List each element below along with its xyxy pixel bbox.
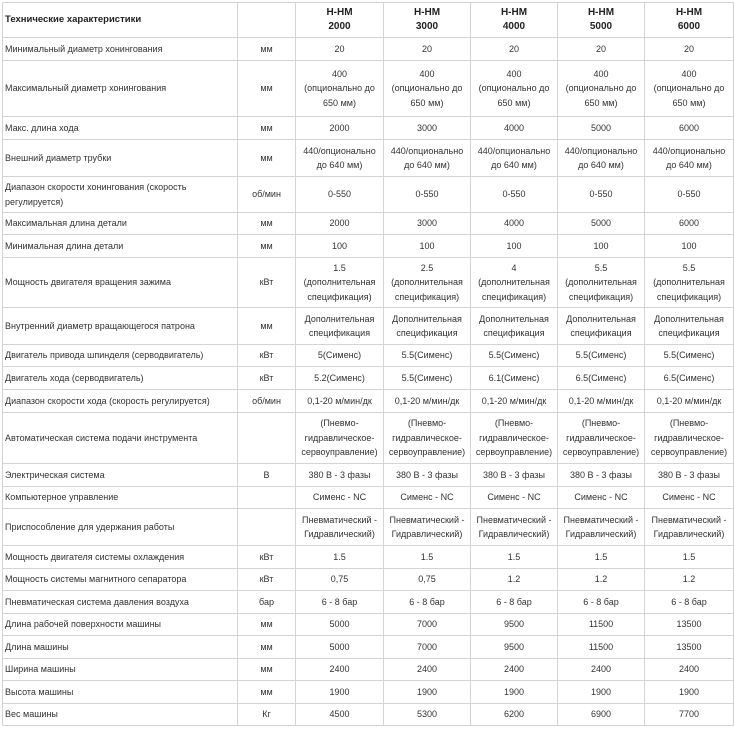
value-cell: 440/опционально до 640 мм)	[296, 140, 384, 177]
value-cell: Пневматический - Гидравлический)	[558, 509, 645, 546]
value-cell: 2000	[296, 213, 384, 235]
value-cell: 1.5	[558, 546, 645, 569]
value-cell: 380 В - 3 фазы	[558, 464, 645, 487]
value-cell: 5.2(Сименс)	[296, 367, 384, 390]
value-cell: 380 В - 3 фазы	[471, 464, 558, 487]
value-cell: 6 - 8 бар	[471, 591, 558, 614]
parameter-cell: Длина рабочей поверхности машины	[3, 614, 238, 636]
value-cell: (Пневмо- гидравлическое- сервоуправление)	[296, 413, 384, 464]
table-row	[3, 117, 734, 140]
value-cell: 3000	[384, 213, 471, 235]
header-model	[558, 3, 645, 38]
model-number: 2000	[328, 21, 351, 32]
value-cell: Пневматический - Гидравлический)	[471, 509, 558, 546]
specifications-table	[2, 2, 734, 726]
value-cell: 0,1-20 м/мин/дк	[296, 390, 384, 413]
value-cell: 4 (дополнительная спецификация)	[471, 258, 558, 308]
value-cell: 5.5 (дополнительная спецификация)	[558, 258, 645, 308]
header-model	[384, 3, 471, 38]
value-cell: Сименс - NC	[471, 487, 558, 509]
value-cell: 6900	[558, 704, 645, 726]
table-row	[3, 569, 734, 591]
table-row	[3, 704, 734, 726]
value-cell: 5300	[384, 704, 471, 726]
value-cell: 6 - 8 бар	[296, 591, 384, 614]
parameter-cell: Двигатель хода (серводвигатель)	[3, 367, 238, 390]
value-cell: 6000	[645, 117, 734, 140]
parameter-cell: Мощность двигателя вращения зажима	[3, 258, 238, 308]
parameter-cell: Мощность системы магнитного сепаратора	[3, 569, 238, 591]
value-cell: 4000	[471, 117, 558, 140]
value-cell: Сименс - NC	[296, 487, 384, 509]
unit-cell: мм	[238, 659, 296, 681]
value-cell: 5.5 (дополнительная спецификация)	[645, 258, 734, 308]
value-cell: 400 (опционально до 650 мм)	[558, 61, 645, 117]
value-cell: 0-550	[558, 177, 645, 213]
value-cell: 13500	[645, 614, 734, 636]
unit-cell: мм	[238, 140, 296, 177]
value-cell: 3000	[384, 117, 471, 140]
value-cell: Дополнительная спецификация	[384, 308, 471, 345]
value-cell: (Пневмо- гидравлическое- сервоуправление)	[384, 413, 471, 464]
table-row	[3, 487, 734, 509]
table-row	[3, 308, 734, 345]
value-cell: 6000	[645, 213, 734, 235]
value-cell: 2400	[384, 659, 471, 681]
value-cell: 7000	[384, 614, 471, 636]
value-cell: 0,1-20 м/мин/дк	[384, 390, 471, 413]
parameter-cell: Вес машины	[3, 704, 238, 726]
unit-cell: об/мин	[238, 390, 296, 413]
value-cell: 13500	[645, 636, 734, 659]
model-name: H-HM	[326, 6, 353, 18]
model-number: 5000	[589, 21, 613, 32]
value-cell: Пневматический - Гидравлический)	[384, 509, 471, 546]
unit-cell: кВт	[238, 258, 296, 308]
value-cell: 400 (опционально до 650 мм)	[296, 61, 384, 117]
model-name: H-HM	[413, 6, 441, 18]
unit-cell: мм	[238, 38, 296, 61]
value-cell: 7000	[384, 636, 471, 659]
table-row	[3, 345, 734, 367]
parameter-cell: Двигатель привода шпинделя (серводвигатель)	[3, 345, 238, 367]
value-cell: 440/опционально до 640 мм)	[471, 140, 558, 177]
value-cell: 380 В - 3 фазы	[296, 464, 384, 487]
value-cell: 9500	[471, 636, 558, 659]
value-cell: 6 - 8 бар	[384, 591, 471, 614]
table-row	[3, 367, 734, 390]
value-cell: Дополнительная спецификация	[296, 308, 384, 345]
value-cell: (Пневмо- гидравлическое- сервоуправление)	[558, 413, 645, 464]
header-model	[645, 3, 734, 38]
value-cell: 400 (опционально до 650 мм)	[645, 61, 734, 117]
value-cell: Дополнительная спецификация	[645, 308, 734, 345]
unit-cell: мм	[238, 614, 296, 636]
value-cell: (Пневмо- гидравлическое- сервоуправление)	[471, 413, 558, 464]
value-cell: 4500	[296, 704, 384, 726]
parameter-cell: Диапазон скорости хонингования (скорость регулируется)	[3, 177, 238, 213]
parameter-cell: Максимальная длина детали	[3, 213, 238, 235]
value-cell: 20	[645, 38, 734, 61]
parameter-cell: Автоматическая система подачи инструмента	[3, 413, 238, 464]
parameter-cell: Мощность двигателя системы охлаждения	[3, 546, 238, 569]
value-cell: 5.5(Сименс)	[384, 367, 471, 390]
value-cell: 1.5	[645, 546, 734, 569]
value-cell: Пневматический - Гидравлический)	[296, 509, 384, 546]
unit-cell: об/мин	[238, 177, 296, 213]
value-cell: 5.5(Сименс)	[471, 345, 558, 367]
value-cell: 0,75	[384, 569, 471, 591]
value-cell: 5.5(Сименс)	[384, 345, 471, 367]
table-row	[3, 614, 734, 636]
table-row	[3, 464, 734, 487]
header-parameter: Технические характеристики	[3, 3, 238, 38]
value-cell: 2400	[558, 659, 645, 681]
table-row	[3, 546, 734, 569]
unit-cell: бар	[238, 591, 296, 614]
value-cell: 1.5	[471, 546, 558, 569]
value-cell: 6200	[471, 704, 558, 726]
value-cell: 20	[296, 38, 384, 61]
unit-cell: мм	[238, 308, 296, 345]
table-row	[3, 235, 734, 258]
table-row	[3, 177, 734, 213]
parameter-cell: Макс. длина хода	[3, 117, 238, 140]
value-cell: 100	[296, 235, 384, 258]
table-row	[3, 413, 734, 464]
unit-cell: мм	[238, 213, 296, 235]
value-cell: 0,1-20 м/мин/дк	[558, 390, 645, 413]
value-cell: 400 (опционально до 650 мм)	[471, 61, 558, 117]
value-cell: Дополнительная спецификация	[471, 308, 558, 345]
value-cell: 0,1-20 м/мин/дк	[645, 390, 734, 413]
unit-cell	[238, 487, 296, 509]
unit-cell: Кг	[238, 704, 296, 726]
value-cell: 4000	[471, 213, 558, 235]
table-row	[3, 140, 734, 177]
value-cell: 100	[645, 235, 734, 258]
value-cell: Сименс - NC	[645, 487, 734, 509]
table-row	[3, 591, 734, 614]
value-cell: 7700	[645, 704, 734, 726]
unit-cell: мм	[238, 117, 296, 140]
value-cell: 1900	[558, 681, 645, 704]
value-cell: 11500	[558, 614, 645, 636]
value-cell: 6.5(Сименс)	[645, 367, 734, 390]
value-cell: 440/опционально до 640 мм)	[384, 140, 471, 177]
parameter-cell: Внутренний диаметр вращающегося патрона	[3, 308, 238, 345]
table-body	[3, 38, 734, 726]
table-row	[3, 681, 734, 704]
parameter-cell: Электрическая система	[3, 464, 238, 487]
value-cell: 2400	[645, 659, 734, 681]
value-cell: 0-550	[296, 177, 384, 213]
unit-cell: мм	[238, 61, 296, 117]
value-cell: 100	[384, 235, 471, 258]
parameter-cell: Ширина машины	[3, 659, 238, 681]
value-cell: 440/опционально до 640 мм)	[558, 140, 645, 177]
value-cell: Дополнительная спецификация	[558, 308, 645, 345]
table-row	[3, 659, 734, 681]
value-cell: 5(Сименс)	[296, 345, 384, 367]
model-name: H-HM	[500, 6, 528, 18]
value-cell: 1900	[471, 681, 558, 704]
value-cell: 20	[384, 38, 471, 61]
table-row	[3, 258, 734, 308]
parameter-cell: Пневматическая система давления воздуха	[3, 591, 238, 614]
header-model	[471, 3, 558, 38]
value-cell: 1.2	[471, 569, 558, 591]
value-cell: 5.5(Сименс)	[645, 345, 734, 367]
value-cell: 9500	[471, 614, 558, 636]
value-cell: 5.5(Сименс)	[558, 345, 645, 367]
table-row	[3, 61, 734, 117]
model-number: 6000	[677, 21, 701, 32]
value-cell: 1.5 (дополнительная спецификация)	[296, 258, 384, 308]
value-cell: 0,1-20 м/мин/дк	[471, 390, 558, 413]
value-cell: (Пневмо- гидравлическое- сервоуправление)	[645, 413, 734, 464]
parameter-cell: Минимальная длина детали	[3, 235, 238, 258]
table-row	[3, 509, 734, 546]
table-row	[3, 213, 734, 235]
unit-cell: кВт	[238, 546, 296, 569]
value-cell: 5000	[296, 614, 384, 636]
value-cell: Сименс - NC	[384, 487, 471, 509]
value-cell: 1900	[296, 681, 384, 704]
header-unit	[238, 3, 296, 38]
parameter-cell: Диапазон скорости хода (скорость регулируется)	[3, 390, 238, 413]
value-cell: 1900	[384, 681, 471, 704]
parameter-cell: Минимальный диаметр хонингования	[3, 38, 238, 61]
table-row	[3, 390, 734, 413]
parameter-cell: Компьютерное управление	[3, 487, 238, 509]
model-number: 4000	[502, 21, 526, 32]
value-cell: Сименс - NC	[558, 487, 645, 509]
parameter-cell: Внешний диаметр трубки	[3, 140, 238, 177]
value-cell: 6 - 8 бар	[645, 591, 734, 614]
value-cell: 380 В - 3 фазы	[384, 464, 471, 487]
header-model	[296, 3, 384, 38]
model-name: H-HM	[675, 6, 703, 18]
parameter-cell: Максимальный диаметр хонингования	[3, 61, 238, 117]
unit-cell: кВт	[238, 345, 296, 367]
value-cell: 100	[558, 235, 645, 258]
value-cell: 6.1(Сименс)	[471, 367, 558, 390]
table-row	[3, 636, 734, 659]
unit-cell: мм	[238, 681, 296, 704]
value-cell: 6 - 8 бар	[558, 591, 645, 614]
value-cell: 1900	[645, 681, 734, 704]
unit-cell: В	[238, 464, 296, 487]
value-cell: 0-550	[471, 177, 558, 213]
model-number: 3000	[415, 21, 439, 32]
parameter-cell: Высота машины	[3, 681, 238, 704]
value-cell: 1.5	[384, 546, 471, 569]
model-name: H-HM	[587, 6, 615, 18]
value-cell: 20	[558, 38, 645, 61]
parameter-cell: Длина машины	[3, 636, 238, 659]
value-cell: Пневматический - Гидравлический)	[645, 509, 734, 546]
unit-cell: кВт	[238, 367, 296, 390]
value-cell: 20	[471, 38, 558, 61]
value-cell: 5000	[558, 117, 645, 140]
value-cell: 6.5(Сименс)	[558, 367, 645, 390]
table-row	[3, 38, 734, 61]
value-cell: 400 (опционально до 650 мм)	[384, 61, 471, 117]
value-cell: 1.2	[558, 569, 645, 591]
parameter-cell: Приспособление для удержания работы	[3, 509, 238, 546]
table-header-row	[3, 3, 734, 38]
value-cell: 380 В - 3 фазы	[645, 464, 734, 487]
value-cell: 2000	[296, 117, 384, 140]
value-cell: 5000	[296, 636, 384, 659]
value-cell: 0-550	[384, 177, 471, 213]
value-cell: 5000	[558, 213, 645, 235]
unit-cell	[238, 509, 296, 546]
unit-cell: мм	[238, 636, 296, 659]
value-cell: 2400	[296, 659, 384, 681]
unit-cell: кВт	[238, 569, 296, 591]
value-cell: 1.2	[645, 569, 734, 591]
value-cell: 2.5 (дополнительная спецификация)	[384, 258, 471, 308]
value-cell: 0,75	[296, 569, 384, 591]
value-cell: 2400	[471, 659, 558, 681]
unit-cell: мм	[238, 235, 296, 258]
unit-cell	[238, 413, 296, 464]
value-cell: 1.5	[296, 546, 384, 569]
value-cell: 440/опционально до 640 мм)	[645, 140, 734, 177]
value-cell: 0-550	[645, 177, 734, 213]
value-cell: 100	[471, 235, 558, 258]
value-cell: 11500	[558, 636, 645, 659]
